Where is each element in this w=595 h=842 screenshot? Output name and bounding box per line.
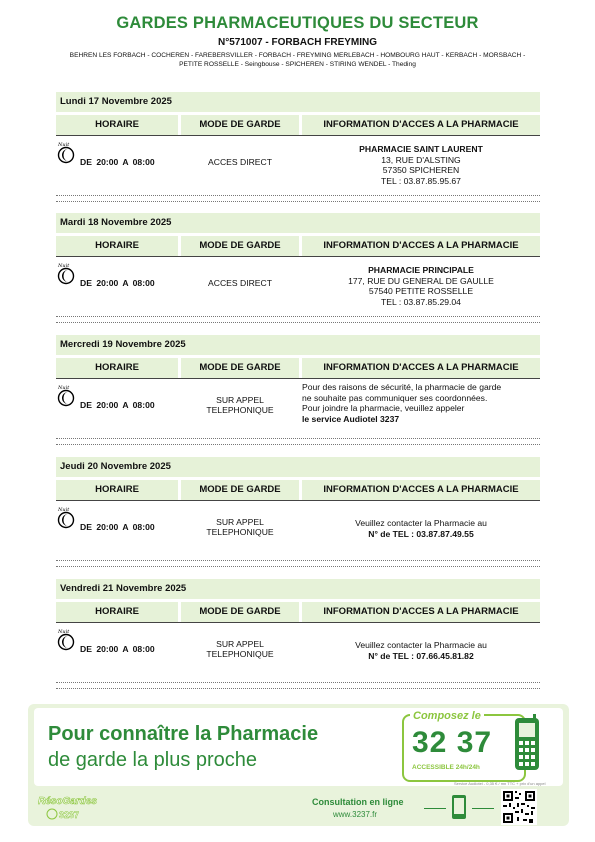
promo-banner [28, 704, 569, 826]
day-block [56, 335, 540, 441]
consult-label: Consultation en ligne [312, 797, 404, 807]
contact-line: Veuillez contacter la Pharmacie au [355, 518, 487, 528]
svg-text:Nuit: Nuit [58, 142, 70, 148]
table-row [56, 500, 540, 563]
column-horaire: HORAIRE [56, 358, 178, 378]
pharmacy-city: 57350 SPICHEREN [382, 165, 460, 175]
table-row [56, 378, 540, 441]
pharmacy-info [302, 265, 540, 307]
column-headers [56, 358, 540, 378]
contact-info [302, 518, 540, 539]
mode-value [181, 395, 299, 415]
audiotel-service: le service Audiotel 3237 [302, 413, 400, 424]
moon-icon [56, 505, 76, 529]
column-info: INFORMATION D'ACCES A LA PHARMACIE [302, 602, 540, 622]
day-date: Jeudi 20 Novembre 2025 [56, 457, 540, 477]
contact-info [302, 640, 540, 661]
day-block [56, 213, 540, 319]
contact-tel: N° de TEL : 07.66.45.81.82 [368, 650, 474, 661]
moon-icon [56, 383, 76, 407]
column-mode: MODE DE GARDE [181, 480, 299, 500]
notice-line: Pour des raisons de sécurité, la pharmacie de garde [302, 382, 502, 392]
svg-text:Nuit: Nuit [58, 385, 70, 391]
day-block [56, 457, 540, 563]
column-headers [56, 236, 540, 256]
contact-line: Veuillez contacter la Pharmacie au [355, 640, 487, 650]
logo-icon [38, 792, 118, 822]
dotted-separator [56, 316, 540, 323]
svg-text:3237: 3237 [59, 810, 80, 820]
column-horaire: HORAIRE [56, 115, 178, 135]
tariff-note: Service Audiotel - 0,35 € / mn TTC + prix d'un appel [454, 781, 546, 786]
horaire-value: DE 20:00 A 08:00 [80, 522, 155, 532]
column-mode: MODE DE GARDE [181, 602, 299, 622]
accessible-label: ACCESSIBLE 24h/24h [412, 764, 480, 771]
column-headers [56, 115, 540, 135]
horaire-value: DE 20:00 A 08:00 [80, 278, 155, 288]
mode-line: TELEPHONIQUE [206, 405, 274, 415]
qr-code-icon[interactable] [501, 789, 537, 825]
communes-list [10, 51, 585, 69]
column-horaire: HORAIRE [56, 480, 178, 500]
day-date: Mardi 18 Novembre 2025 [56, 213, 540, 233]
smartphone-icon [451, 794, 467, 820]
security-notice [302, 382, 540, 424]
resogardes-logo [38, 792, 118, 822]
column-mode: MODE DE GARDE [181, 358, 299, 378]
dotted-separator [56, 682, 540, 689]
horaire-value: DE 20:00 A 08:00 [80, 400, 155, 410]
column-info: INFORMATION D'ACCES A LA PHARMACIE [302, 236, 540, 256]
compose-label: Composez le [410, 710, 484, 722]
sector-subtitle: N°571007 - FORBACH FREYMING [217, 37, 378, 48]
dotted-separator [56, 438, 540, 445]
day-block [56, 92, 540, 198]
moon-icon [56, 140, 76, 164]
pharmacy-name: PHARMACIE PRINCIPALE [368, 265, 474, 275]
moon-icon [56, 627, 76, 651]
mode-value [181, 278, 299, 288]
column-info: INFORMATION D'ACCES A LA PHARMACIE [302, 358, 540, 378]
pharmacy-address: 177, RUE DU GENERAL DE GAULLE [348, 275, 494, 286]
svg-text:Nuit: Nuit [58, 507, 70, 513]
notice-line: ne souhaite pas communiquer ses coordonnées. [302, 392, 488, 403]
column-mode: MODE DE GARDE [181, 115, 299, 135]
column-headers [56, 602, 540, 622]
divider [424, 808, 446, 809]
day-date: Lundi 17 Novembre 2025 [56, 92, 540, 112]
horaire-value: DE 20:00 A 08:00 [80, 644, 155, 654]
mode-line: ACCES DIRECT [208, 157, 272, 167]
communes-line: BEHREN LES FORBACH - COCHEREN - FAREBERSVILLER - FORBACH - FREYMING MERLEBACH - HOMBOURG HAUT - KERBACH - MORSBACH - [69, 52, 526, 59]
column-headers [56, 480, 540, 500]
banner-headline: Pour connaître la Pharmacie [48, 723, 319, 745]
column-info: INFORMATION D'ACCES A LA PHARMACIE [302, 115, 540, 135]
pharmacy-tel: TEL : 03.87.85.95.67 [381, 175, 461, 186]
pharmacy-tel: TEL : 03.87.85.29.04 [381, 296, 461, 307]
mode-line: SUR APPEL [216, 639, 264, 649]
mobile-phone-icon [511, 714, 543, 774]
banner-subheadline: de garde la plus proche [48, 749, 258, 771]
svg-text:Nuit: Nuit [58, 263, 70, 269]
mode-line: TELEPHONIQUE [206, 649, 274, 659]
pharmacy-info [302, 144, 540, 186]
day-date: Mercredi 19 Novembre 2025 [56, 335, 540, 355]
column-info: INFORMATION D'ACCES A LA PHARMACIE [302, 480, 540, 500]
dotted-separator [56, 195, 540, 202]
mode-line: ACCES DIRECT [208, 278, 272, 288]
communes-line: PETITE ROSSELLE - Seingbouse - SPICHEREN - STIRING WENDEL - Theding [179, 61, 416, 68]
mode-value [181, 157, 299, 167]
phone-number[interactable]: 32 37 [412, 726, 493, 759]
pharmacy-name: PHARMACIE SAINT LAURENT [359, 144, 483, 154]
mode-line: TELEPHONIQUE [206, 527, 274, 537]
notice-line: Pour joindre la pharmacie, veuillez appeler [302, 403, 465, 413]
mode-value [181, 517, 299, 537]
moon-icon [56, 261, 76, 285]
page-title: GARDES PHARMACEUTIQUES DU SECTEUR [116, 14, 479, 32]
mode-line: SUR APPEL [216, 395, 264, 405]
pharmacy-city: 57540 PETITE ROSSELLE [368, 286, 474, 296]
banner-panel [34, 708, 563, 786]
table-row [56, 622, 540, 685]
pharmacy-address: 13, RUE D'ALSTING [381, 154, 461, 165]
column-horaire: HORAIRE [56, 602, 178, 622]
day-date: Vendredi 21 Novembre 2025 [56, 579, 540, 599]
day-block [56, 579, 540, 685]
horaire-value: DE 20:00 A 08:00 [80, 157, 155, 167]
column-mode: MODE DE GARDE [181, 236, 299, 256]
mode-line: SUR APPEL [216, 517, 264, 527]
table-row [56, 256, 540, 319]
svg-text:RésoGardes: RésoGardes [38, 796, 97, 807]
mode-value [181, 639, 299, 659]
table-row [56, 135, 540, 198]
svg-text:Nuit: Nuit [58, 629, 70, 635]
divider [472, 808, 494, 809]
website-link[interactable]: www.3237.fr [333, 810, 378, 819]
contact-tel: N° de TEL : 03.87.87.49.55 [368, 528, 474, 539]
column-horaire: HORAIRE [56, 236, 178, 256]
compose-box [402, 710, 526, 782]
dotted-separator [56, 560, 540, 567]
